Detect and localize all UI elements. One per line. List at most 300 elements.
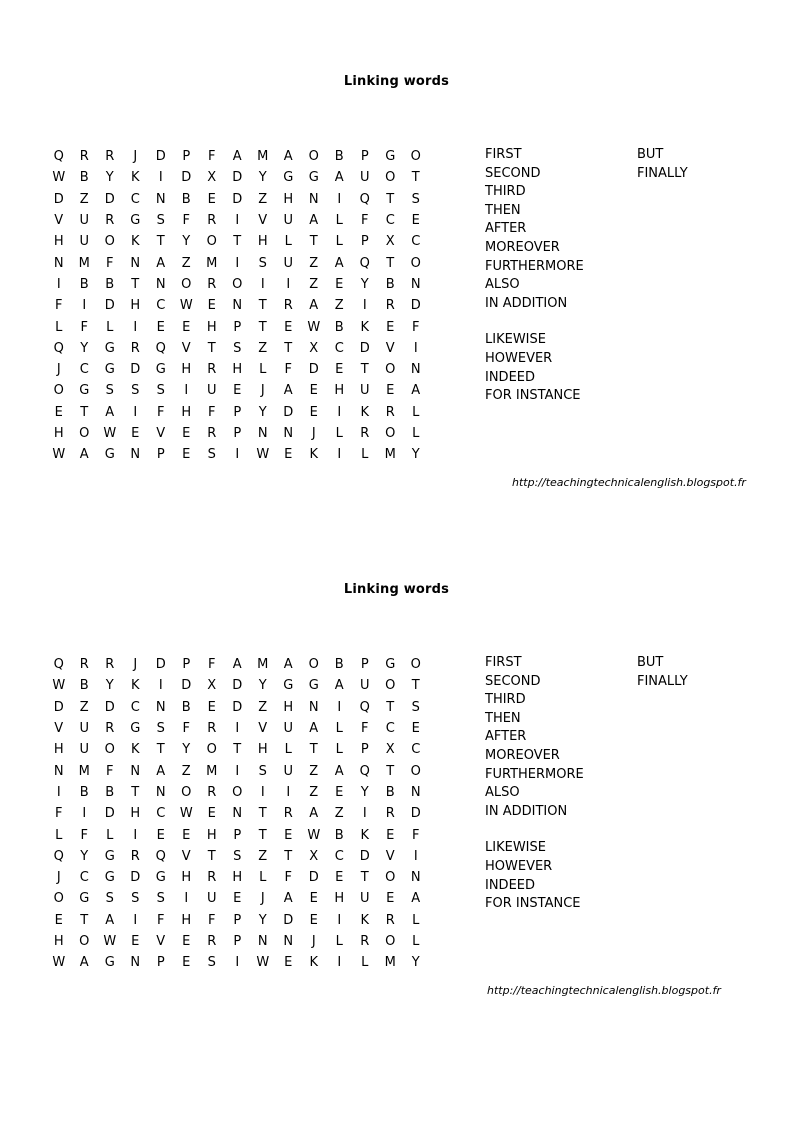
grid-letter: B bbox=[79, 170, 89, 186]
grid-letter: T bbox=[411, 170, 420, 186]
grid-letter: Z bbox=[258, 191, 268, 207]
grid-letter: N bbox=[155, 699, 166, 715]
grid-letter: B bbox=[79, 678, 89, 694]
grid-letter: V bbox=[156, 426, 166, 441]
grid-letter: M bbox=[78, 255, 90, 271]
grid-letter: R bbox=[360, 934, 370, 949]
grid-letter: E bbox=[284, 955, 293, 971]
grid-letter: Y bbox=[80, 340, 89, 356]
grid-letter: E bbox=[182, 955, 191, 971]
grid-letter: S bbox=[207, 447, 216, 463]
grid-letter: F bbox=[182, 213, 190, 229]
grid-letter: V bbox=[258, 213, 268, 229]
grid-letter: T bbox=[284, 340, 293, 356]
grid-row bbox=[46, 654, 429, 675]
word-item: FOR INSTANCE bbox=[485, 896, 581, 912]
grid-letter: I bbox=[286, 784, 291, 800]
grid-letter: A bbox=[232, 657, 242, 673]
word-list-primary bbox=[485, 146, 584, 406]
word-item: BUT bbox=[637, 655, 664, 670]
grid-row bbox=[46, 146, 429, 167]
grid-letter: T bbox=[233, 234, 242, 250]
grid-letter: A bbox=[309, 721, 319, 737]
grid-letter: B bbox=[334, 319, 344, 335]
grid-letter: U bbox=[283, 721, 293, 737]
grid-letter: I bbox=[413, 340, 418, 356]
grid-letter: A bbox=[79, 955, 89, 971]
grid-letter: W bbox=[103, 426, 117, 441]
grid-letter: T bbox=[284, 848, 293, 864]
grid-letter: O bbox=[53, 891, 64, 907]
grid-letter: Y bbox=[411, 447, 420, 463]
grid-letter: E bbox=[207, 191, 216, 207]
grid-letter: A bbox=[283, 891, 293, 907]
grid-letter: P bbox=[233, 319, 242, 335]
grid-letter: P bbox=[233, 404, 242, 420]
grid-letter: F bbox=[80, 827, 88, 843]
source-url[interactable]: http://teachingtechnicalenglish.blogspot.fr bbox=[512, 476, 746, 489]
grid-letter: E bbox=[207, 699, 216, 715]
grid-letter: M bbox=[206, 763, 218, 779]
grid-letter: S bbox=[105, 891, 114, 907]
grid-row bbox=[46, 718, 429, 739]
grid-letter: W bbox=[52, 447, 66, 463]
grid-letter: S bbox=[258, 255, 267, 271]
grid-letter: K bbox=[360, 912, 370, 928]
word-group-contrast bbox=[485, 331, 584, 405]
grid-letter: S bbox=[156, 721, 165, 737]
grid-letter: G bbox=[104, 955, 115, 971]
word-item: MOREOVER bbox=[485, 239, 560, 255]
grid-letter: F bbox=[412, 827, 420, 843]
grid-letter: V bbox=[258, 721, 268, 737]
grid-row bbox=[46, 803, 429, 824]
grid-row bbox=[46, 295, 429, 316]
grid-row bbox=[46, 189, 429, 210]
grid-row bbox=[46, 402, 429, 423]
grid-letter: T bbox=[258, 319, 267, 335]
grid-letter: S bbox=[131, 383, 140, 399]
grid-row bbox=[46, 380, 429, 401]
grid-letter: G bbox=[104, 447, 115, 463]
grid-letter: Z bbox=[334, 806, 344, 822]
grid-letter: Y bbox=[258, 912, 267, 928]
grid-letter: E bbox=[386, 891, 395, 907]
grid-letter: Q bbox=[359, 191, 370, 207]
grid-letter: N bbox=[410, 362, 421, 378]
grid-row bbox=[46, 210, 429, 231]
word-item: IN ADDITION bbox=[485, 803, 568, 819]
grid-letter: L bbox=[335, 213, 343, 229]
grid-letter: L bbox=[55, 827, 63, 843]
grid-letter: P bbox=[360, 149, 369, 165]
grid-letter: A bbox=[232, 149, 242, 165]
grid-letter: G bbox=[79, 891, 90, 907]
grid-letter: Y bbox=[360, 276, 369, 292]
grid-row bbox=[46, 888, 429, 909]
grid-letter: Q bbox=[359, 255, 370, 271]
worksheet-title: Linking words bbox=[343, 74, 450, 89]
grid-letter: U bbox=[283, 213, 293, 229]
grid-letter: J bbox=[56, 362, 61, 378]
grid-letter: F bbox=[284, 362, 292, 378]
grid-letter: D bbox=[104, 806, 115, 822]
grid-letter: I bbox=[158, 170, 163, 186]
grid-letter: A bbox=[309, 806, 319, 822]
grid-letter: R bbox=[79, 657, 89, 673]
grid-letter: P bbox=[233, 934, 242, 949]
grid-letter: A bbox=[79, 447, 89, 463]
grid-letter: R bbox=[283, 298, 293, 314]
grid-letter: O bbox=[385, 678, 396, 694]
grid-letter: B bbox=[385, 276, 395, 292]
grid-letter: N bbox=[130, 955, 141, 971]
grid-letter: L bbox=[361, 447, 369, 463]
grid-letter: H bbox=[206, 827, 217, 843]
grid-letter: G bbox=[308, 170, 319, 186]
grid-letter: Y bbox=[258, 678, 267, 694]
grid-letter: A bbox=[105, 404, 115, 420]
grid-letter: A bbox=[309, 298, 319, 314]
grid-letter: R bbox=[283, 806, 293, 822]
grid-letter: L bbox=[259, 362, 267, 378]
grid-letter: W bbox=[103, 934, 117, 949]
word-list-spacer bbox=[485, 313, 584, 331]
grid-letter: J bbox=[260, 383, 265, 399]
grid-letter: L bbox=[259, 870, 267, 886]
grid-letter: N bbox=[308, 699, 319, 715]
grid-letter: I bbox=[235, 213, 240, 229]
grid-letter: H bbox=[257, 742, 268, 758]
grid-letter: D bbox=[104, 298, 115, 314]
grid-letter: A bbox=[156, 255, 166, 271]
grid-letter: B bbox=[181, 699, 191, 715]
grid-letter: S bbox=[156, 213, 165, 229]
grid-letter: W bbox=[52, 678, 66, 694]
grid-letter: X bbox=[207, 170, 217, 186]
grid-letter: R bbox=[207, 276, 217, 292]
grid-letter: H bbox=[283, 191, 294, 207]
grid-letter: G bbox=[104, 340, 115, 356]
grid-letter: D bbox=[232, 170, 243, 186]
grid-letter: Y bbox=[411, 955, 420, 971]
grid-letter: E bbox=[131, 934, 140, 949]
grid-letter: Z bbox=[258, 848, 268, 864]
grid-letter: L bbox=[361, 955, 369, 971]
grid-letter: F bbox=[106, 763, 114, 779]
grid-letter: D bbox=[232, 191, 243, 207]
grid-letter: V bbox=[385, 340, 395, 356]
grid-letter: R bbox=[385, 912, 395, 928]
grid-letter: E bbox=[182, 447, 191, 463]
grid-letter: A bbox=[309, 213, 319, 229]
word-item: FURTHERMORE bbox=[485, 766, 584, 782]
grid-letter: U bbox=[206, 383, 217, 399]
grid-letter: R bbox=[105, 721, 115, 737]
word-item: SECOND bbox=[485, 165, 541, 181]
grid-letter: S bbox=[156, 383, 165, 399]
word-item: THEN bbox=[485, 710, 521, 726]
grid-letter: M bbox=[78, 763, 90, 779]
grid-letter: N bbox=[53, 763, 64, 779]
grid-letter: T bbox=[258, 298, 267, 314]
grid-letter: N bbox=[53, 255, 64, 271]
grid-letter: I bbox=[337, 912, 342, 928]
grid-letter: I bbox=[184, 891, 189, 907]
grid-letter: Z bbox=[309, 784, 319, 800]
grid-letter: T bbox=[309, 234, 318, 250]
grid-letter: V bbox=[156, 934, 166, 949]
grid-letter: H bbox=[53, 234, 64, 250]
grid-letter: O bbox=[385, 934, 396, 949]
grid-letter: X bbox=[385, 234, 395, 250]
grid-letter: Y bbox=[80, 848, 89, 864]
grid-letter: O bbox=[53, 383, 64, 399]
grid-letter: L bbox=[335, 934, 343, 949]
word-list-secondary bbox=[637, 146, 688, 183]
worksheet-2 bbox=[0, 508, 793, 1048]
grid-row bbox=[46, 910, 429, 931]
grid-letter: I bbox=[133, 912, 138, 928]
grid-letter: F bbox=[361, 213, 369, 229]
grid-letter: H bbox=[232, 362, 243, 378]
grid-letter: K bbox=[360, 404, 370, 420]
grid-letter: E bbox=[182, 426, 191, 441]
grid-letter: N bbox=[232, 298, 243, 314]
grid-letter: Q bbox=[155, 340, 166, 356]
grid-letter: Q bbox=[53, 340, 64, 356]
grid-row bbox=[46, 231, 429, 252]
grid-letter: K bbox=[360, 827, 370, 843]
grid-letter: R bbox=[105, 213, 115, 229]
grid-letter: O bbox=[206, 234, 217, 250]
grid-letter: U bbox=[283, 763, 293, 779]
grid-row bbox=[46, 824, 429, 845]
grid-letter: X bbox=[309, 340, 319, 356]
grid-letter: S bbox=[207, 955, 216, 971]
word-item: AFTER bbox=[485, 221, 527, 237]
grid-letter: S bbox=[411, 191, 420, 207]
word-item: THIRD bbox=[485, 184, 526, 200]
grid-letter: T bbox=[360, 362, 369, 378]
grid-letter: O bbox=[79, 934, 90, 949]
grid-letter: E bbox=[284, 447, 293, 463]
grid-letter: N bbox=[130, 447, 141, 463]
grid-letter: B bbox=[79, 276, 89, 292]
grid-letter: B bbox=[334, 149, 344, 165]
grid-letter: W bbox=[52, 955, 66, 971]
grid-letter: I bbox=[133, 404, 138, 420]
grid-letter: Z bbox=[258, 699, 268, 715]
grid-letter: E bbox=[156, 319, 165, 335]
grid-letter: H bbox=[283, 699, 294, 715]
grid-letter: F bbox=[55, 806, 63, 822]
grid-letter: V bbox=[181, 340, 191, 356]
grid-letter: D bbox=[232, 678, 243, 694]
grid-letter: A bbox=[411, 891, 421, 907]
grid-letter: H bbox=[130, 806, 141, 822]
grid-letter: C bbox=[156, 806, 166, 822]
grid-letter: H bbox=[257, 234, 268, 250]
grid-letter: I bbox=[362, 806, 367, 822]
grid-letter: D bbox=[283, 912, 294, 928]
grid-letter: H bbox=[181, 912, 192, 928]
grid-letter: P bbox=[182, 149, 191, 165]
source-url[interactable]: http://teachingtechnicalenglish.blogspot.fr bbox=[487, 984, 721, 997]
grid-letter: K bbox=[130, 678, 140, 694]
grid-letter: E bbox=[284, 827, 293, 843]
grid-letter: R bbox=[360, 426, 370, 441]
grid-letter: J bbox=[311, 426, 316, 441]
grid-row bbox=[46, 316, 429, 337]
grid-letter: O bbox=[181, 784, 192, 800]
grid-letter: Y bbox=[105, 170, 114, 186]
grid-letter: T bbox=[131, 276, 140, 292]
grid-row bbox=[46, 338, 429, 359]
grid-letter: R bbox=[385, 404, 395, 420]
grid-letter: T bbox=[207, 848, 216, 864]
grid-letter: T bbox=[386, 699, 395, 715]
word-item: INDEED bbox=[485, 877, 536, 893]
grid-letter: L bbox=[106, 319, 114, 335]
grid-letter: E bbox=[309, 383, 318, 399]
grid-letter: X bbox=[385, 742, 395, 758]
grid-letter: F bbox=[106, 255, 114, 271]
grid-letter: I bbox=[260, 276, 265, 292]
grid-letter: H bbox=[334, 383, 345, 399]
grid-letter: E bbox=[386, 319, 395, 335]
grid-letter: M bbox=[384, 447, 396, 463]
grid-letter: C bbox=[79, 362, 89, 378]
grid-letter: U bbox=[359, 170, 370, 186]
grid-letter: S bbox=[258, 763, 267, 779]
grid-letter: R bbox=[105, 149, 115, 165]
word-item: FIRST bbox=[485, 655, 522, 670]
grid-letter: I bbox=[286, 276, 291, 292]
grid-letter: P bbox=[156, 955, 165, 971]
grid-letter: I bbox=[235, 763, 240, 779]
grid-letter: N bbox=[410, 870, 421, 886]
word-item: HOWEVER bbox=[485, 858, 553, 874]
grid-letter: O bbox=[410, 657, 421, 673]
grid-letter: E bbox=[233, 383, 242, 399]
word-item: AFTER bbox=[485, 729, 527, 745]
grid-letter: C bbox=[411, 742, 421, 758]
grid-letter: Y bbox=[182, 234, 191, 250]
grid-letter: F bbox=[55, 298, 63, 314]
grid-letter: E bbox=[182, 934, 191, 949]
worksheet-title: Linking words bbox=[343, 582, 450, 597]
grid-letter: L bbox=[412, 912, 420, 928]
grid-letter: M bbox=[257, 149, 269, 165]
grid-letter: T bbox=[360, 870, 369, 886]
grid-letter: O bbox=[385, 170, 396, 186]
grid-letter: Q bbox=[359, 763, 370, 779]
grid-letter: E bbox=[335, 784, 344, 800]
grid-row bbox=[46, 252, 429, 273]
grid-letter: C bbox=[130, 699, 140, 715]
grid-letter: O bbox=[104, 742, 115, 758]
word-item: FOR INSTANCE bbox=[485, 388, 581, 404]
grid-letter: E bbox=[207, 806, 216, 822]
word-item: THIRD bbox=[485, 692, 526, 708]
grid-letter: K bbox=[309, 955, 319, 971]
grid-letter: T bbox=[309, 742, 318, 758]
grid-letter: X bbox=[207, 678, 217, 694]
grid-letter: H bbox=[334, 891, 345, 907]
word-list-secondary bbox=[637, 654, 688, 691]
grid-row bbox=[46, 675, 429, 696]
grid-letter: O bbox=[79, 426, 90, 441]
grid-letter: A bbox=[105, 912, 115, 928]
grid-letter: S bbox=[156, 891, 165, 907]
grid-row bbox=[46, 274, 429, 295]
grid-letter: B bbox=[105, 276, 115, 292]
word-group-extra bbox=[637, 146, 688, 183]
grid-letter: R bbox=[207, 784, 217, 800]
grid-letter: R bbox=[130, 848, 140, 864]
grid-letter: N bbox=[308, 191, 319, 207]
grid-letter: O bbox=[410, 255, 421, 271]
grid-letter: O bbox=[181, 276, 192, 292]
grid-letter: G bbox=[104, 362, 115, 378]
grid-letter: K bbox=[130, 170, 140, 186]
grid-letter: F bbox=[208, 912, 216, 928]
grid-letter: L bbox=[335, 742, 343, 758]
grid-letter: E bbox=[182, 319, 191, 335]
grid-letter: Q bbox=[53, 657, 64, 673]
grid-letter: P bbox=[182, 657, 191, 673]
grid-letter: D bbox=[155, 149, 166, 165]
grid-letter: A bbox=[283, 149, 293, 165]
grid-letter: Y bbox=[182, 742, 191, 758]
grid-letter: J bbox=[260, 891, 265, 907]
grid-letter: G bbox=[104, 870, 115, 886]
word-item: FIRST bbox=[485, 147, 522, 162]
grid-letter: T bbox=[386, 191, 395, 207]
grid-letter: E bbox=[156, 827, 165, 843]
word-item: THEN bbox=[485, 202, 521, 218]
grid-letter: U bbox=[79, 742, 89, 758]
grid-letter: B bbox=[334, 657, 344, 673]
grid-letter: F bbox=[157, 912, 165, 928]
word-item: LIKEWISE bbox=[485, 840, 546, 856]
grid-letter: H bbox=[130, 298, 141, 314]
grid-letter: F bbox=[412, 319, 420, 335]
grid-letter: Z bbox=[309, 255, 319, 271]
grid-letter: N bbox=[155, 191, 166, 207]
grid-letter: U bbox=[79, 213, 89, 229]
grid-letter: H bbox=[232, 870, 243, 886]
grid-letter: E bbox=[54, 912, 63, 928]
grid-letter: N bbox=[257, 426, 268, 441]
grid-letter: D bbox=[130, 870, 141, 886]
word-item: IN ADDITION bbox=[485, 295, 568, 311]
grid-row bbox=[46, 167, 429, 188]
grid-letter: I bbox=[337, 404, 342, 420]
grid-letter: I bbox=[56, 784, 61, 800]
grid-letter: Q bbox=[53, 149, 64, 165]
grid-letter: L bbox=[55, 319, 63, 335]
grid-letter: G bbox=[130, 213, 141, 229]
grid-letter: L bbox=[284, 742, 292, 758]
grid-letter: Y bbox=[258, 404, 267, 420]
grid-letter: H bbox=[53, 742, 64, 758]
grid-row bbox=[46, 444, 429, 465]
grid-letter: E bbox=[309, 891, 318, 907]
grid-letter: C bbox=[385, 213, 395, 229]
word-item: INDEED bbox=[485, 369, 536, 385]
